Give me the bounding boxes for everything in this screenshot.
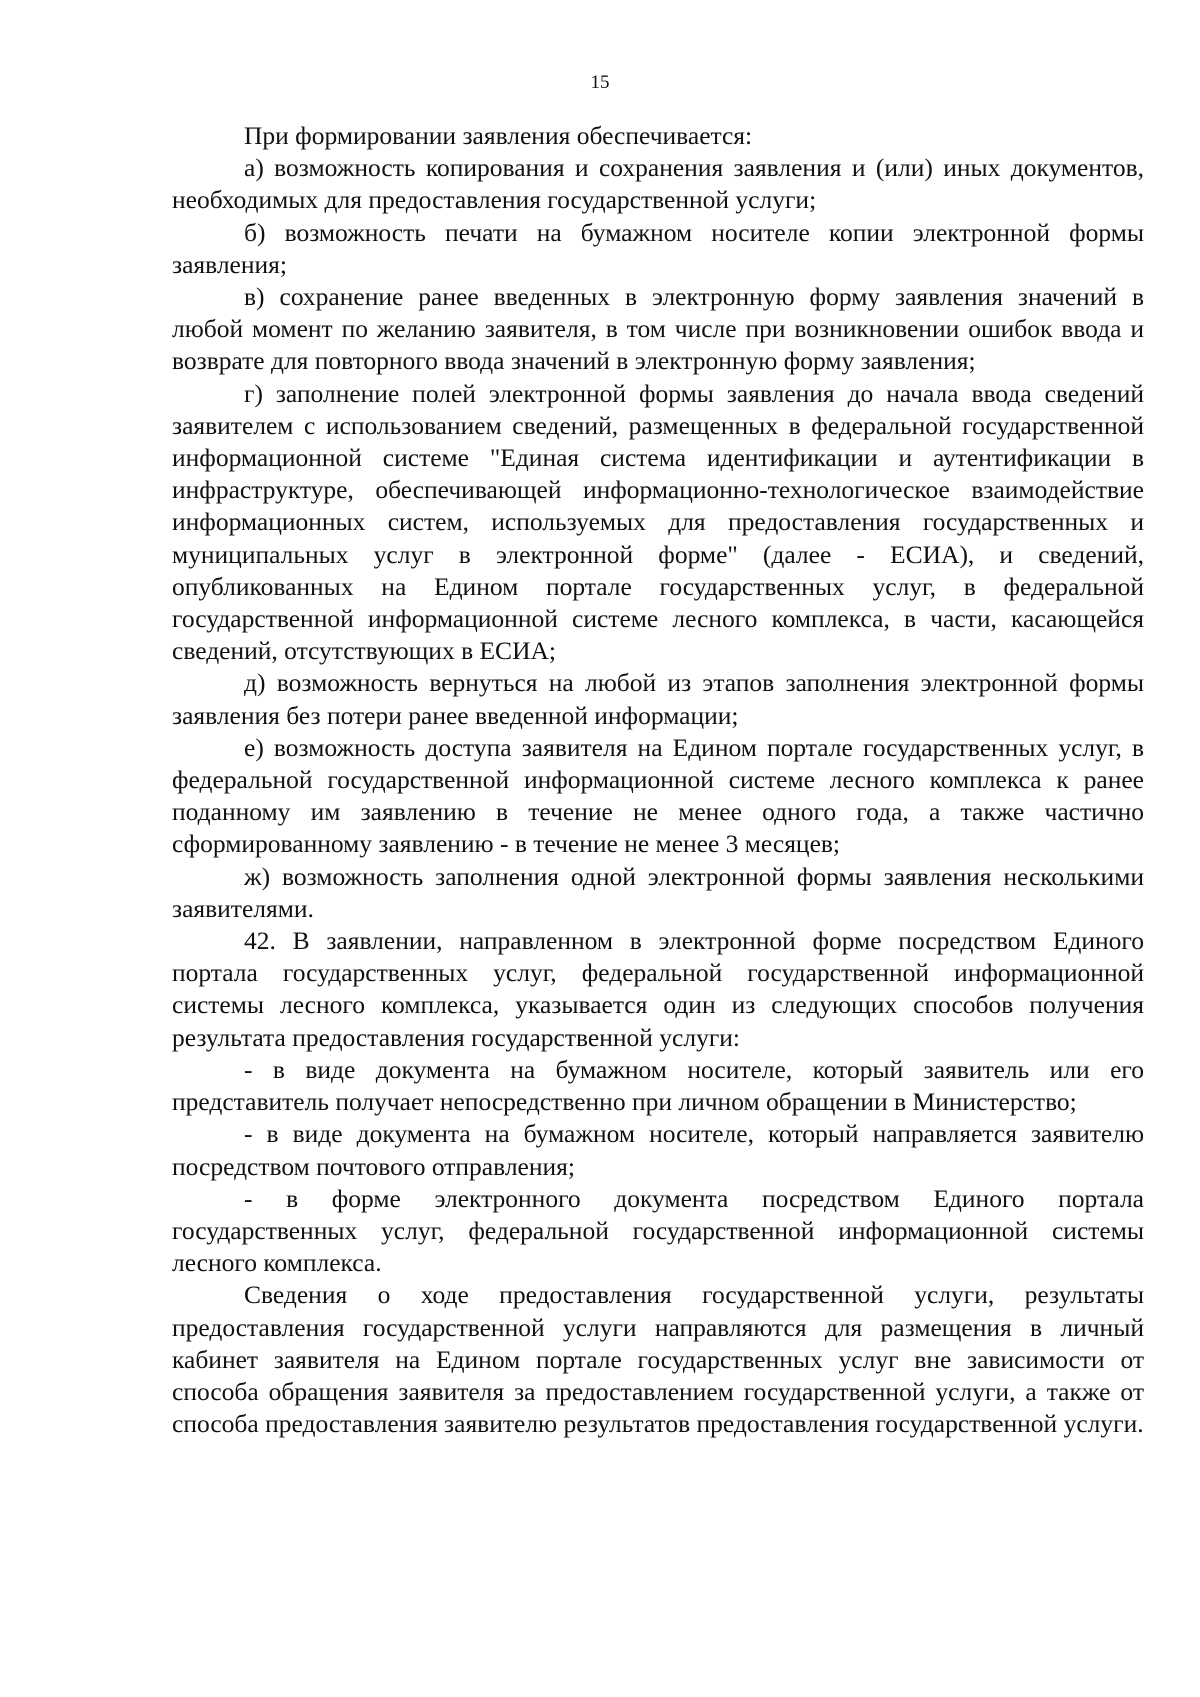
paragraph-method-paper-personal: - в виде документа на бумажном носителе, который заявитель или его представитель получает непосредственно при личном обращении в Министерство; [172, 1054, 1144, 1117]
document-body [172, 120, 1144, 1440]
paragraph-item-v: в) сохранение ранее введенных в электронную форму заявления значений в любой момент по желанию заявителя, в том числе при возникновении ошибок ввода и возврате для повторного ввода значений в электронную форму заявления; [172, 282, 1144, 376]
paragraph-intro: При формировании заявления обеспечивается: [244, 121, 753, 150]
paragraph-section-42: 42. В заявлении, направленном в электронной форме посредством Единого портала государственных услуг, федеральной государственной информационной системы лесного комплекса, указывается один из следующих способов получения результата предоставления государственной услуги: [172, 926, 1144, 1052]
paragraph-item-e: е) возможность доступа заявителя на Едином портале государственных услуг, в федеральной государственной информационной системе лесного комплекса к ранее поданному им заявлению в течение не менее одного года, а также частично сформированному заявлению - в течение не менее 3 месяцев; [172, 732, 1144, 859]
paragraph-item-b: б) возможность печати на бумажном носителе копии электронной формы заявления; [172, 217, 1144, 279]
paragraph-method-paper-mail: - в виде документа на бумажном носителе, который направляется заявителю посредством почтового отправления; [172, 1119, 1144, 1181]
paragraph-status-info: Сведения о ходе предоставления государственной услуги, результаты предоставления государственной услуги направляются для размещения в личный кабинет заявителя на Едином портале государственных услуг вне зависимости от способа обращения заявителя за предоставлением государственной услуги, а также от способа предоставления заявителю результатов предоставления государственной услуги. [172, 1280, 1144, 1439]
paragraph-item-d: д) возможность вернуться на любой из этапов заполнения электронной формы заявления без потери ранее введенной информации; [172, 668, 1144, 730]
paragraph-item-g: г) заполнение полей электронной формы заявления до начала ввода сведений заявителем с использованием сведений, размещенных в федеральной государственной информационной системе "Единая система идентификации и аутентификации в инфраструктуре, обеспечивающей информационно-технологическое взаимодействие информационных систем, используемых для предоставления государственных и муниципальных услуг в электронной форме" (далее - ЕСИА), и сведений, опубликованных на Едином портале государственных услуг, в федеральной государственной информационной системе лесного комплекса, в части, касающейся сведений, отсутствующих в ЕСИА; [172, 378, 1144, 666]
paragraph-item-a: а) возможность копирования и сохранения заявления и (или) иных документов, необходимых для предоставления государственной услуги; [172, 153, 1144, 215]
page-number: 15 [590, 72, 610, 93]
paragraph-method-electronic: - в форме электронного документа посредством Единого портала государственных услуг, федеральной государственной информационной системы лесного комплекса. [172, 1183, 1144, 1278]
paragraph-item-zh: ж) возможность заполнения одной электронной формы заявления несколькими заявителями. [172, 861, 1144, 923]
